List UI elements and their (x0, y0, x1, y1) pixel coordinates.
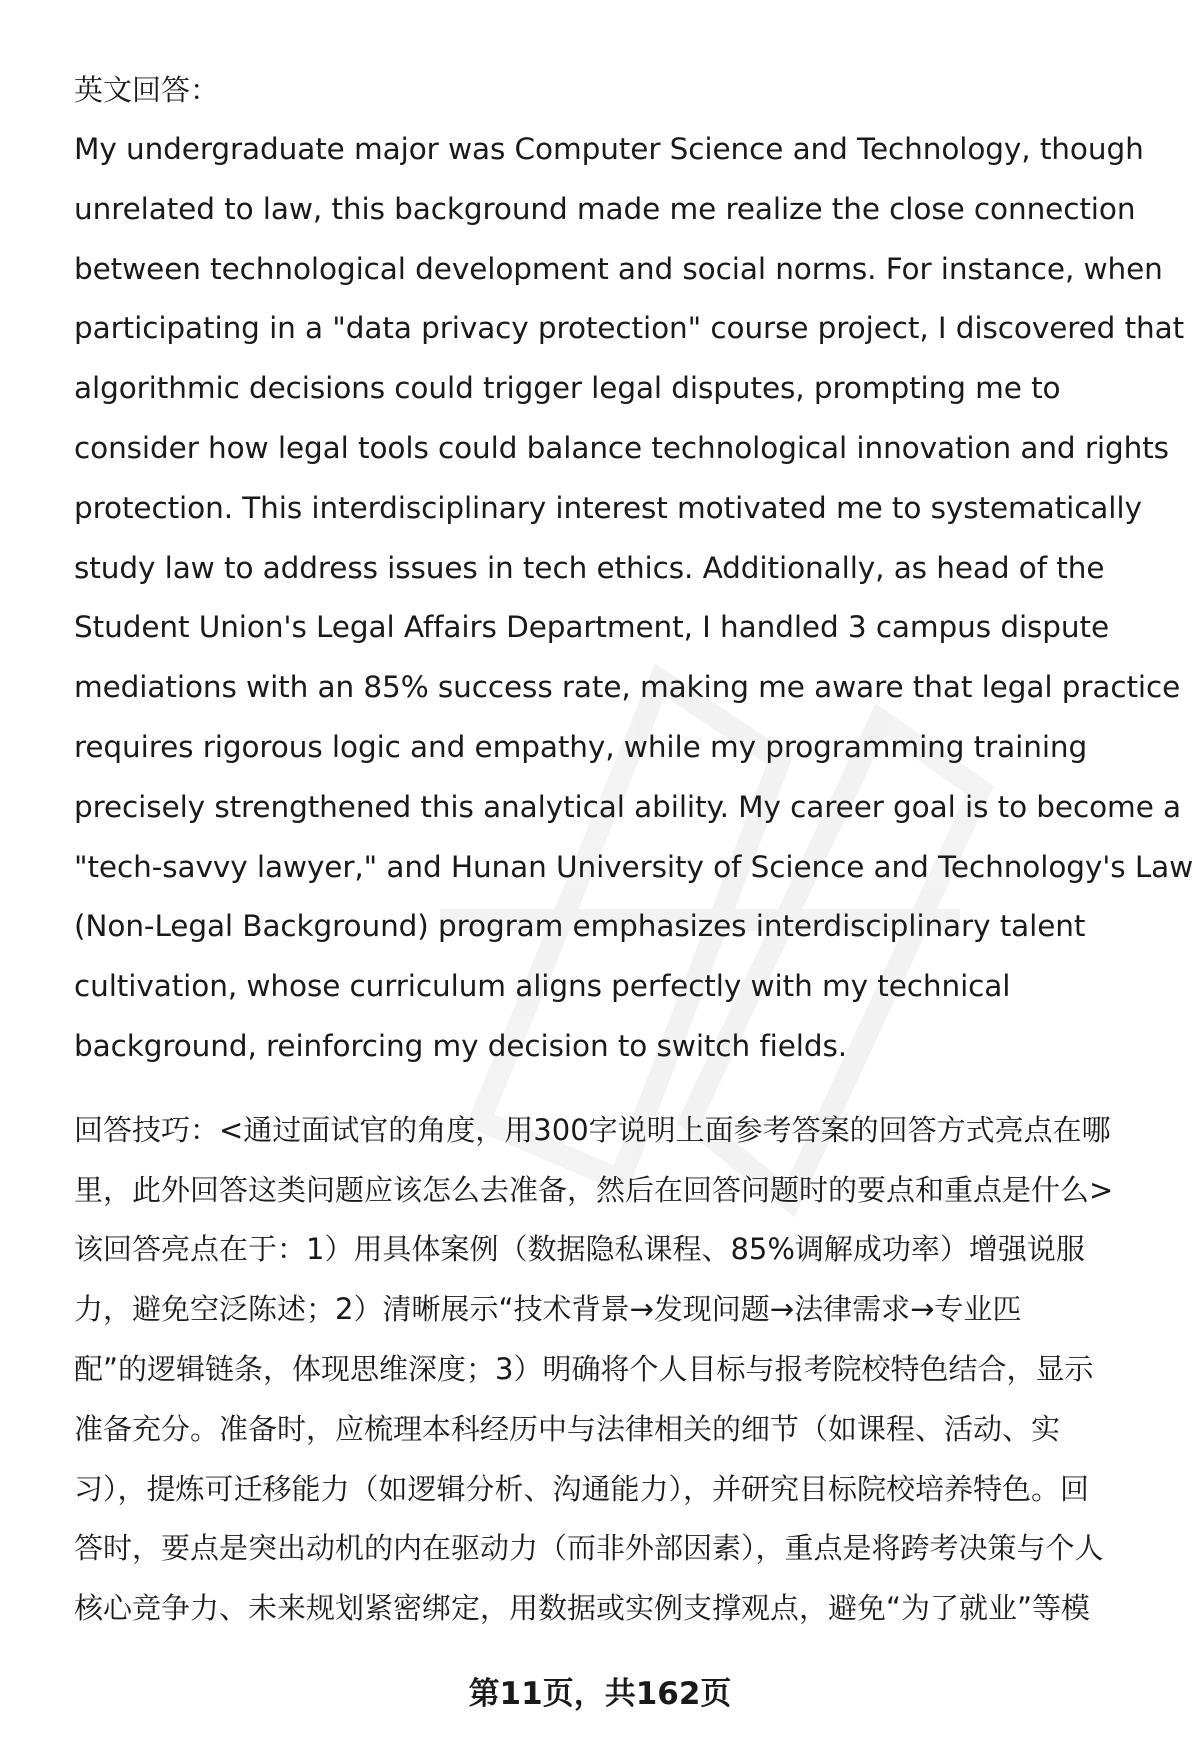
answer-line: My undergraduate major was Computer Science and Technology, though (74, 132, 1144, 166)
answer-label: 英文回答： (74, 73, 220, 107)
answer-line: unrelated to law, this background made me realize the close connection (74, 191, 1136, 226)
answer-line: mediations with an 85% success rate, making me aware that legal practice (74, 670, 1181, 705)
answer-line: protection. This interdisciplinary interest motivated me to systematically (74, 490, 1142, 525)
tips-line: 答时，要点是突出动机的内在驱动力（而非外部因素），重点是将跨考决策与个人 (74, 1531, 1104, 1566)
answer-line: background, reinforcing my decision to switch fields. (74, 1028, 848, 1063)
answer-line: "tech-savvy lawyer," and Hunan University of Science and Technology's Law (74, 849, 1194, 884)
answer-line: Student Union's Legal Affairs Department, I handled 3 campus dispute (74, 610, 1110, 645)
answer-line: precisely strengthened this analytical ability. My career goal is to become a (74, 789, 1181, 824)
answer-line: cultivation, whose curriculum aligns perfectly with my technical (74, 969, 1011, 1004)
answer-line: algorithmic decisions could trigger legal disputes, prompting me to (74, 371, 1061, 406)
answer-line: between technological development and social norms. For instance, when (74, 251, 1163, 286)
tips-line: 回答技巧：<通过面试官的角度，用300字说明上面参考答案的回答方式亮点在哪 (74, 1112, 1111, 1147)
answer-line: participating in a "data privacy protection" course project, I discovered that (74, 311, 1185, 346)
tips-line: 核心竞争力、未来规划紧密绑定，用数据或实例支撑观点，避免“为了就业”等模 (74, 1591, 1091, 1626)
tips-line: 力，避免空泛陈述；2）清晰展示“技术背景→发现问题→法律需求→专业匹 (74, 1292, 1022, 1327)
answer-line: consider how legal tools could balance technological innovation and rights (74, 430, 1169, 465)
answer-line: study law to address issues in tech ethics. Additionally, as head of the (74, 550, 1105, 585)
page-content (74, 60, 1194, 1639)
tips-line: 里，此外回答这类问题应该怎么去准备，然后在回答问题时的要点和重点是什么> (74, 1172, 1114, 1207)
english-answer (74, 120, 1194, 1077)
answer-line: requires rigorous logic and empathy, while my programming training (74, 729, 1088, 764)
section-spacer (74, 1077, 1154, 1101)
answer-tips (74, 1101, 1154, 1639)
answer-line: (Non-Legal Background) program emphasizes interdisciplinary talent (74, 909, 1086, 944)
page-number-footer: 第11页，共162页 (468, 1676, 732, 1712)
tips-line: 配”的逻辑链条，体现思维深度；3）明确将个人目标与报考院校特色结合，显示 (74, 1351, 1094, 1386)
tips-line: 准备充分。准备时，应梳理本科经历中与法律相关的细节（如课程、活动、实 (74, 1411, 1061, 1446)
tips-line: 习），提炼可迁移能力（如逻辑分析、沟通能力），并研究目标院校培养特色。回 (74, 1471, 1090, 1506)
tips-line: 该回答亮点在于：1）用具体案例（数据隐私课程、85%调解成功率）增强说服 (74, 1232, 1085, 1267)
